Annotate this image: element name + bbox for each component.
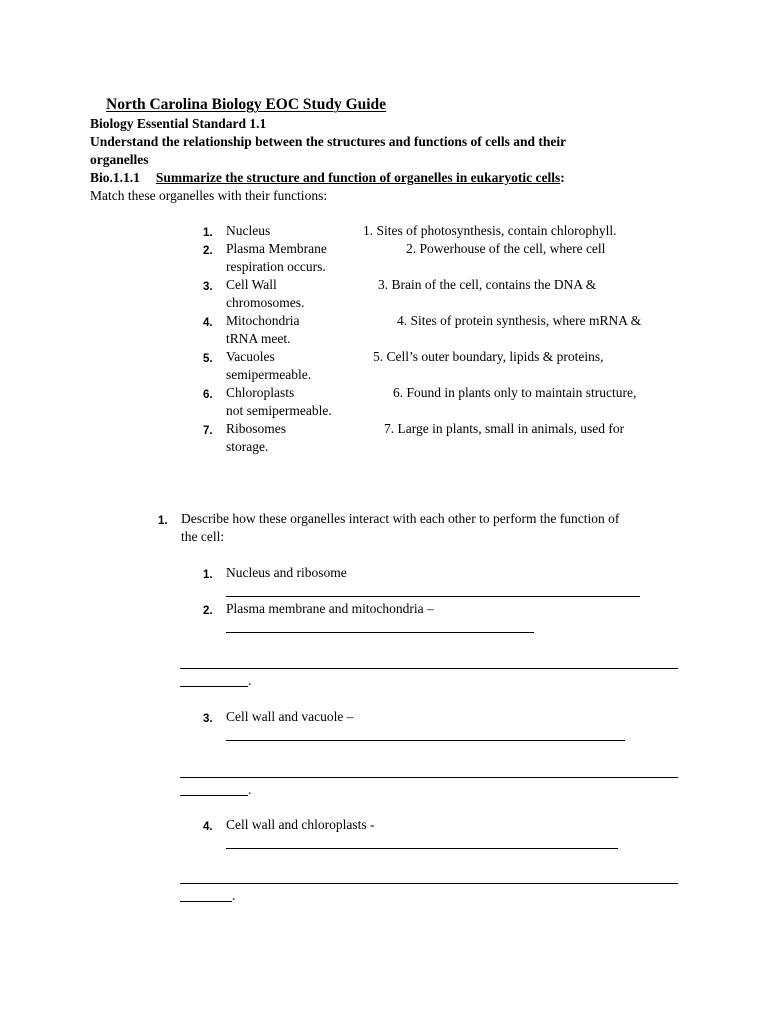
function-text-continued: respiration occurs. bbox=[226, 259, 326, 274]
function-text-continued: storage. bbox=[226, 439, 269, 454]
question-number: 1. bbox=[158, 515, 168, 527]
matching-instruction: Match these organelles with their functions: bbox=[90, 188, 328, 203]
organelle-name: Nucleus bbox=[226, 223, 271, 238]
answer-line[interactable] bbox=[226, 740, 625, 741]
function-text: 1. Sites of photosynthesis, contain chlorophyll. bbox=[363, 223, 617, 238]
subitem-number: 3. bbox=[203, 713, 213, 725]
subitem-label: Cell wall and vacuole – bbox=[226, 709, 354, 724]
function-text-continued: not semipermeable. bbox=[226, 403, 332, 418]
objective-line-1: Understand the relationship between the structures and functions of cells and their bbox=[90, 134, 567, 149]
subitem-label: Plasma membrane and mitochondria – bbox=[226, 601, 434, 616]
subitem-number: 4. bbox=[203, 821, 213, 833]
page-title: North Carolina Biology EOC Study Guide bbox=[106, 96, 387, 113]
objective-line-2: organelles bbox=[90, 152, 149, 167]
answer-line[interactable] bbox=[180, 883, 678, 884]
subitem-label: Nucleus and ribosome bbox=[226, 565, 347, 580]
question-line-2: the cell: bbox=[181, 529, 225, 544]
function-text: 3. Brain of the cell, contains the DNA & bbox=[378, 277, 597, 292]
matching-number: 1. bbox=[203, 227, 213, 239]
organelle-name: Chloroplasts bbox=[226, 385, 295, 400]
function-text-continued: tRNA meet. bbox=[226, 331, 291, 346]
matching-number: 2. bbox=[203, 245, 213, 257]
answer-period: . bbox=[232, 888, 236, 903]
bio-text: Summarize the structure and function of organelles in eukaryotic cells bbox=[155, 170, 561, 185]
matching-number: 5. bbox=[203, 353, 213, 365]
function-text-continued: chromosomes. bbox=[226, 295, 305, 310]
answer-line[interactable] bbox=[180, 668, 678, 669]
answer-line[interactable] bbox=[180, 901, 232, 902]
organelle-name: Vacuoles bbox=[226, 349, 275, 364]
function-text: 4. Sites of protein synthesis, where mRNA & bbox=[397, 313, 642, 328]
function-text: 5. Cell’s outer boundary, lipids & proteins, bbox=[373, 349, 604, 364]
subitem-number: 2. bbox=[203, 605, 213, 617]
answer-period: . bbox=[248, 673, 252, 688]
organelle-name: Cell Wall bbox=[226, 277, 277, 292]
matching-number: 3. bbox=[203, 281, 213, 293]
answer-line[interactable] bbox=[180, 777, 678, 778]
organelle-name: Ribosomes bbox=[226, 421, 287, 436]
function-text: 6. Found in plants only to maintain structure, bbox=[393, 385, 637, 400]
standard-heading: Biology Essential Standard 1.1 bbox=[90, 116, 267, 131]
answer-line[interactable] bbox=[226, 848, 618, 849]
answer-line[interactable] bbox=[226, 632, 534, 633]
matching-number: 6. bbox=[203, 389, 213, 401]
matching-number: 4. bbox=[203, 317, 213, 329]
answer-line[interactable] bbox=[226, 596, 640, 597]
function-text: 2. Powerhouse of the cell, where cell bbox=[406, 241, 606, 256]
bio-objective bbox=[90, 169, 565, 187]
answer-line[interactable] bbox=[180, 686, 248, 687]
answer-line[interactable] bbox=[180, 795, 248, 796]
organelle-name: Plasma Membrane bbox=[226, 241, 327, 256]
answer-period: . bbox=[248, 782, 252, 797]
function-text: 7. Large in plants, small in animals, used for bbox=[384, 421, 625, 436]
organelle-name: Mitochondria bbox=[226, 313, 300, 328]
bio-colon: : bbox=[560, 170, 565, 185]
question-line-1: Describe how these organelles interact with each other to perform the function of bbox=[181, 511, 620, 526]
subitem-label: Cell wall and chloroplasts - bbox=[226, 817, 375, 832]
bio-code: Bio.1.1.1 bbox=[90, 170, 140, 185]
function-text-continued: semipermeable. bbox=[226, 367, 312, 382]
matching-number: 7. bbox=[203, 425, 213, 437]
subitem-number: 1. bbox=[203, 569, 213, 581]
